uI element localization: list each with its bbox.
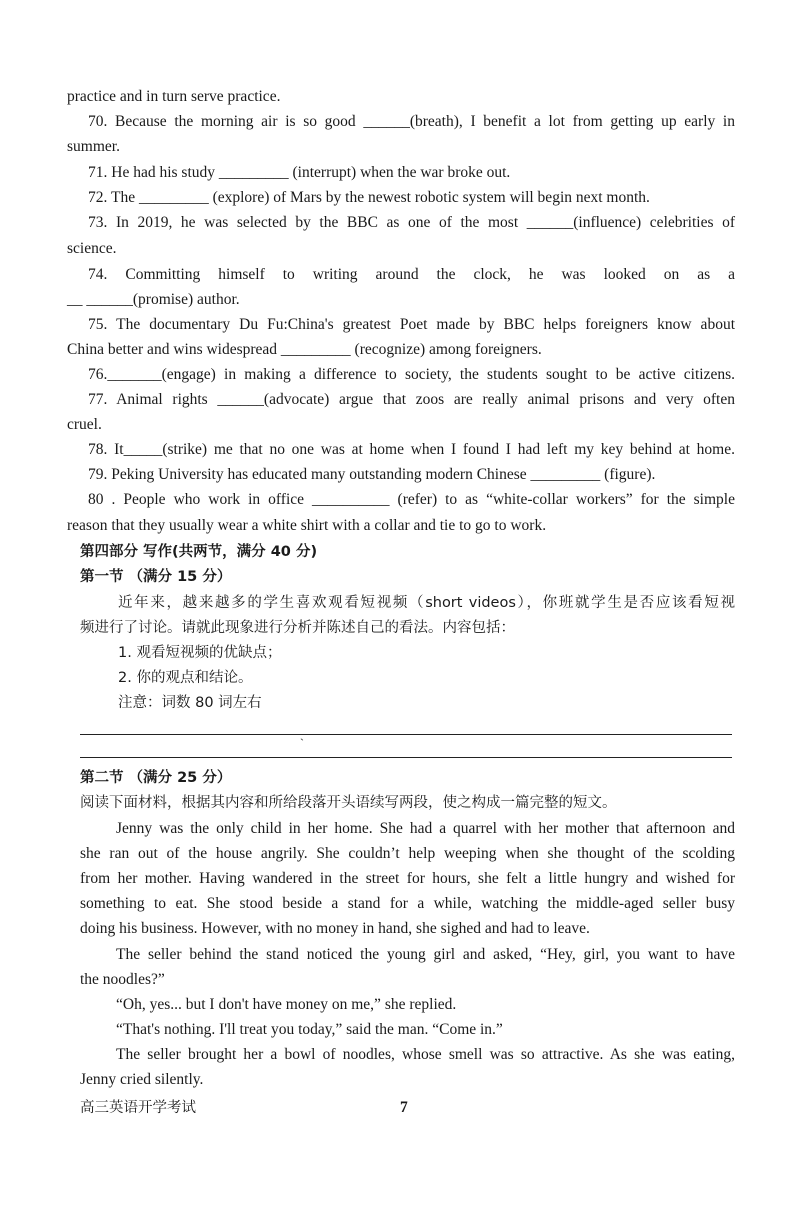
question-70: 70. Because the morning air is so good ______(breath), I benefit a lot from getting up early in <box>88 113 735 130</box>
question-75-cont: China better and wins widespread _________ (recognize) among foreigners. <box>67 341 542 358</box>
section-1-item: 2. 你的观点和结论。 <box>118 670 253 686</box>
story-line: from her mother. Having wandered in the street for hours, she felt a little hungry and wished for <box>80 870 735 887</box>
question-70-cont: summer. <box>67 138 120 155</box>
story-line: Jenny was the only child in her home. She had a quarrel with her mother that afternoon and <box>116 820 735 837</box>
question-77-cont: cruel. <box>67 416 102 433</box>
part-heading: 第四部分 写作(共两节，满分 40 分) <box>80 544 318 560</box>
story-line: The seller brought her a bowl of noodles, whose smell was so attractive. As she was eating, <box>116 1046 735 1063</box>
question-72: 72. The _________ (explore) of Mars by the newest robotic system will begin next month. <box>88 189 650 206</box>
section-1-item: 1. 观看短视频的优缺点； <box>118 645 282 661</box>
writing-line <box>80 757 732 758</box>
question-78: 78. It_____(strike) me that no one was at home when I found I had left my key behind at home. <box>88 441 735 458</box>
footer-title: 高三英语开学考试 <box>80 1100 196 1116</box>
story-line: doing his business. However, with no money in hand, she sighed and had to leave. <box>80 920 590 937</box>
question-73: 73. In 2019, he was selected by the BBC as one of the most ______(influence) celebrities of <box>88 214 735 231</box>
question-80: 80 . People who work in office __________ (refer) to as “white-collar workers” for the simple <box>88 491 735 508</box>
scan-mark: ` <box>300 736 304 750</box>
section-1-note: 注意：词数 80 词左右 <box>118 695 262 711</box>
story-line: Jenny cried silently. <box>80 1071 204 1088</box>
story-line: “Oh, yes... but I don't have money on me,” she replied. <box>116 996 457 1013</box>
story-line: The seller behind the stand noticed the young girl and asked, “Hey, girl, you want to have <box>116 946 735 963</box>
question-80-cont: reason that they usually wear a white shirt with a collar and tie to go to work. <box>67 517 547 534</box>
question-75: 75. The documentary Du Fu:China's greatest Poet made by BBC helps foreigners know about <box>88 316 735 333</box>
question-73-cont: science. <box>67 240 117 257</box>
section-1-prompt: 近年来，越来越多的学生喜欢观看短视频（short videos），你班就学生是否应该看短视 <box>118 595 735 611</box>
section-1-prompt-cont: 频进行了讨论。请就此现象进行分析并陈述自己的看法。内容包括： <box>80 620 515 636</box>
story-line: “That's nothing. I'll treat you today,” said the man. “Come in.” <box>116 1021 503 1038</box>
section-2-heading: 第二节 （满分 25 分） <box>80 770 232 786</box>
writing-line <box>80 734 732 735</box>
story-line: she ran out of the house angrily. She couldn’t help weeping when she thought of the scolding <box>80 845 735 862</box>
question-76: 76._______(engage) in making a difference to society, the students sought to be active citizens. <box>88 366 735 383</box>
question-79: 79. Peking University has educated many outstanding modern Chinese _________ (figure). <box>88 466 656 483</box>
question-71: 71. He had his study _________ (interrupt) when the war broke out. <box>88 164 511 181</box>
story-line: something to eat. She stood beside a stand for a while, watching the middle-aged seller busy <box>80 895 735 912</box>
section-2-instruction: 阅读下面材料，根据其内容和所给段落开头语续写两段，使之构成一篇完整的短文。 <box>80 795 617 811</box>
question-74-cont: __ ______(promise) author. <box>67 291 240 308</box>
question-77: 77. Animal rights ______(advocate) argue that zoos are really animal prisons and very often <box>88 391 735 408</box>
section-1-heading: 第一节 （满分 15 分） <box>80 569 232 585</box>
story-line: the noodles?” <box>80 971 165 988</box>
text-line: practice and in turn serve practice. <box>67 88 281 105</box>
page-number: 7 <box>400 1099 408 1116</box>
question-74: 74. Committing himself to writing around the clock, he was looked on as a <box>88 266 735 283</box>
